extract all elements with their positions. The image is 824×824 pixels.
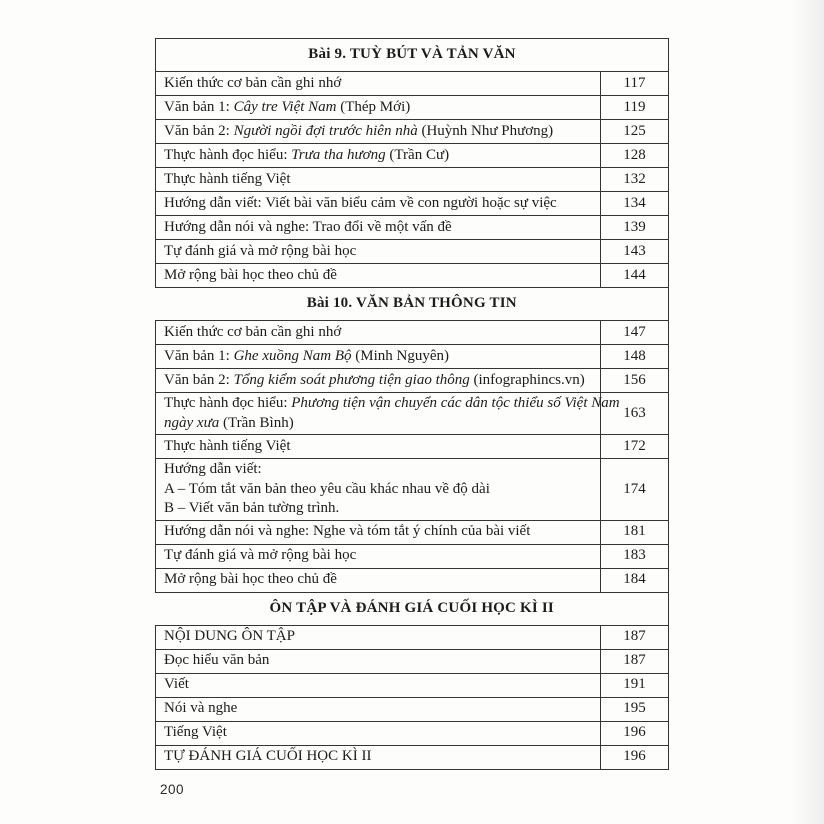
toc-item-label-line: Thực hành đọc hiểu: Phương tiện vận chuyển các dân tộc thiểu số Việt Nam (164, 395, 620, 411)
toc-item-label-line: Văn bản 2: Tổng kiểm soát phương tiện giao thông (infographincs.vn) (164, 371, 585, 388)
toc-section-title: ÔN TẬP VÀ ĐÁNH GIÁ CUỐI HỌC KÌ II (156, 592, 669, 625)
toc-item-label-line: ngày xưa (Trần Bình) (164, 414, 294, 431)
toc-item-page: 187 (601, 649, 669, 673)
toc-item-label (156, 459, 601, 521)
toc-item-label-line: Kiến thức cơ bản cần ghi nhớ (164, 323, 342, 340)
toc-row (156, 240, 669, 264)
toc-item-label (156, 697, 601, 721)
toc-row (156, 168, 669, 192)
toc-item-label (156, 345, 601, 369)
toc-item-label (156, 393, 620, 435)
toc-item-label (156, 192, 601, 216)
toc-item-label-line: Văn bản 2: Người ngồi đợi trước hiên nhà (Huỳnh Như Phương) (164, 122, 554, 139)
toc-item-page: 196 (601, 721, 669, 745)
toc-row (156, 369, 669, 393)
toc-item-label-line: Hướng dẫn nói và nghe: Trao đổi về một vấn đề (164, 218, 452, 235)
toc-row (156, 459, 669, 521)
toc-item-page: 181 (601, 520, 669, 544)
toc-item-label (156, 120, 601, 144)
toc-item-label-line: Mở rộng bài học theo chủ đề (164, 571, 337, 588)
toc-item-page: 134 (601, 192, 669, 216)
toc-section-header (156, 288, 669, 321)
toc-row (156, 264, 669, 288)
toc-item-label (156, 240, 601, 264)
toc-item-label (156, 369, 601, 393)
toc-section-title: Bài 9. TUỲ BÚT VÀ TẢN VĂN (156, 39, 669, 72)
toc-row (156, 216, 669, 240)
toc-item-label-line: Văn bản 1: Cây tre Việt Nam (Thép Mới) (164, 98, 411, 115)
toc-item-page: 139 (601, 216, 669, 240)
toc-item-page: 119 (601, 96, 669, 120)
toc-row (156, 673, 669, 697)
toc-item-label-line: Tự đánh giá và mở rộng bài học (164, 547, 357, 564)
toc-item-label (156, 649, 601, 673)
toc-item-label-line: A – Tóm tắt văn bản theo yêu cầu khác nhau về độ dài (164, 480, 490, 497)
toc-item-label (156, 544, 601, 568)
toc-row (156, 192, 669, 216)
toc-item-label-line: Thực hành đọc hiểu: Trưa tha hương (Trần Cư) (164, 146, 450, 163)
toc-item-label (156, 96, 601, 120)
toc-table-body (156, 39, 669, 770)
toc-item-label (156, 321, 601, 345)
toc-item-label-line: Văn bản 1: Ghe xuồng Nam Bộ (Minh Nguyên) (164, 347, 449, 364)
toc-row (156, 697, 669, 721)
toc-row (156, 544, 669, 568)
scan-edge-shading (790, 0, 824, 824)
toc-item-label-line: Hướng dẫn viết: (164, 461, 262, 477)
toc-item-page: 191 (601, 673, 669, 697)
toc-item-label (156, 721, 601, 745)
toc-section-title: Bài 10. VĂN BẢN THÔNG TIN (156, 288, 669, 321)
toc-item-label (156, 264, 601, 288)
toc-item-label (156, 568, 601, 592)
toc-item-page: 172 (601, 435, 669, 459)
toc-row (156, 520, 669, 544)
toc-row (156, 120, 669, 144)
toc-row (156, 435, 669, 459)
toc-item-page: 183 (601, 544, 669, 568)
toc-item-page: 156 (601, 369, 669, 393)
toc-item-label-line: Nói và nghe (164, 700, 238, 717)
toc-item-label (156, 435, 601, 459)
toc-item-page: 174 (601, 459, 669, 521)
toc-item-label (156, 144, 601, 168)
toc-row (156, 345, 669, 369)
toc-item-label (156, 216, 601, 240)
toc-item-page: 128 (601, 144, 669, 168)
toc-item-page: 163 (601, 393, 669, 435)
toc-row (156, 72, 669, 96)
toc-section-header (156, 39, 669, 72)
toc-item-page: 144 (601, 264, 669, 288)
toc-item-label-line: Mở rộng bài học theo chủ đề (164, 266, 337, 283)
toc-row (156, 745, 669, 769)
toc-row (156, 625, 669, 649)
toc-item-page: 143 (601, 240, 669, 264)
toc-row (156, 649, 669, 673)
toc-item-page: 125 (601, 120, 669, 144)
toc-item-label (156, 625, 601, 649)
toc-item-label (156, 72, 601, 96)
toc-item-page: 187 (601, 625, 669, 649)
toc-item-page: 132 (601, 168, 669, 192)
toc-item-label-line: NỘI DUNG ÔN TẬP (164, 628, 295, 645)
toc-item-label-line: Hướng dẫn nói và nghe: Nghe và tóm tắt ý chính của bài viết (164, 523, 531, 540)
toc-row (156, 568, 669, 592)
toc-item-label (156, 520, 601, 544)
toc-item-page: 196 (601, 745, 669, 769)
toc-row (156, 144, 669, 168)
toc-section-header (156, 592, 669, 625)
toc-item-label-line: Thực hành tiếng Việt (164, 437, 291, 454)
footer-page-number: 200 (160, 782, 185, 797)
toc-item-label-line: Đọc hiểu văn bản (164, 652, 270, 669)
toc-row (156, 96, 669, 120)
toc-item-label-line: Viết (164, 676, 189, 693)
toc-item-label (156, 745, 601, 769)
toc-item-label-line: B – Viết văn bản tường trình. (164, 500, 340, 516)
toc-item-page: 148 (601, 345, 669, 369)
toc-item-label (156, 673, 601, 697)
toc-table (155, 38, 669, 770)
toc-item-label-line: Kiến thức cơ bản cần ghi nhớ (164, 74, 342, 91)
toc-item-page: 117 (601, 72, 669, 96)
toc-item-label-line: TỰ ĐÁNH GIÁ CUỐI HỌC KÌ II (164, 748, 372, 765)
toc-item-page: 147 (601, 321, 669, 345)
toc-row (156, 321, 669, 345)
toc-row (156, 721, 669, 745)
toc-item-label-line: Thực hành tiếng Việt (164, 170, 291, 187)
toc-item-page: 184 (601, 568, 669, 592)
toc-item-label-line: Tiếng Việt (164, 724, 227, 741)
toc-item-label-line: Hướng dẫn viết: Viết bài văn biểu cảm về con người hoặc sự việc (164, 194, 557, 211)
toc-row (156, 393, 669, 435)
toc-item-page: 195 (601, 697, 669, 721)
toc-item-label-line: Tự đánh giá và mở rộng bài học (164, 242, 357, 259)
toc-item-label (156, 168, 601, 192)
